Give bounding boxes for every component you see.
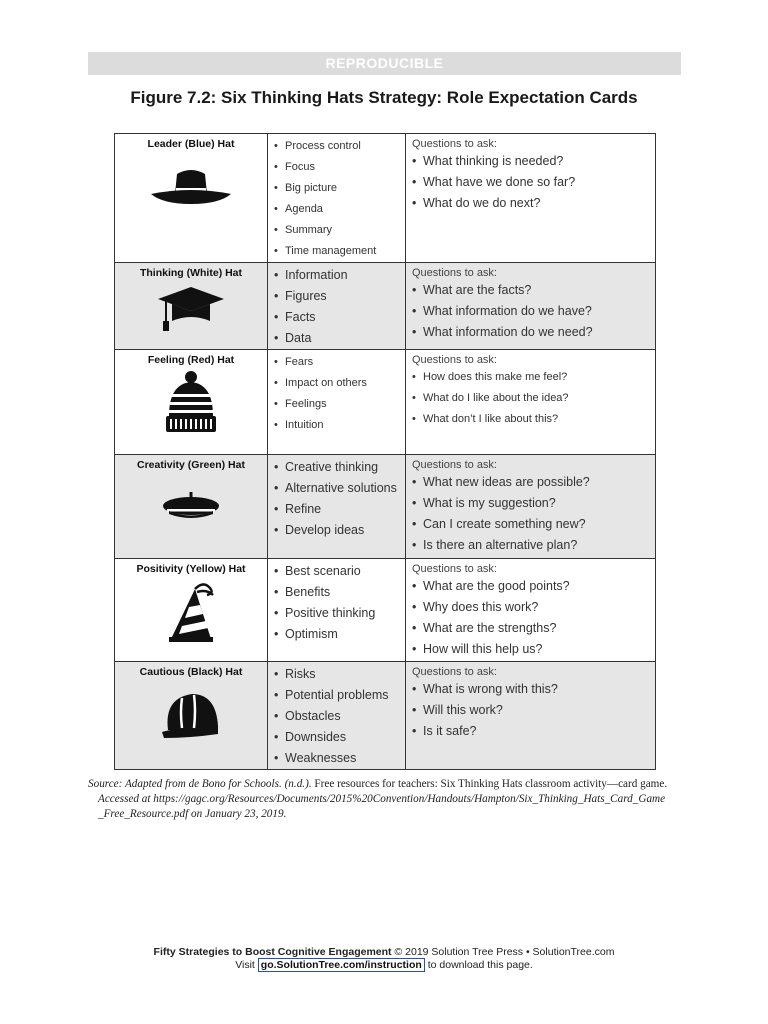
hat-name: Feeling (Red) Hat	[147, 354, 235, 366]
beret-icon	[159, 489, 223, 525]
list-item: • Refine	[274, 499, 405, 520]
hat-cell	[115, 559, 268, 662]
list-item: • What have we done so far?	[412, 172, 655, 193]
traits-cell	[268, 134, 406, 263]
list-item: • Downsides	[274, 727, 405, 748]
questions-cell	[406, 455, 656, 559]
role-cards-table	[114, 133, 656, 770]
copyright-text: © 2019 Solution Tree Press • SolutionTree.com	[391, 946, 615, 958]
list-item: • Summary	[274, 220, 405, 241]
questions-heading: Questions to ask:	[412, 563, 497, 575]
hat-cell	[115, 455, 268, 559]
traits-list	[268, 134, 405, 262]
traits-cell	[268, 263, 406, 350]
list-item: • Process control	[274, 136, 405, 157]
questions-heading: Questions to ask:	[412, 354, 497, 366]
table-row	[115, 662, 656, 770]
list-item: • What information do we need?	[412, 322, 655, 343]
table-row	[115, 263, 656, 350]
list-item: • Alternative solutions	[274, 478, 405, 499]
list-item: • Positive thinking	[274, 603, 405, 624]
list-item: • What information do we have?	[412, 301, 655, 322]
list-item: • Risks	[274, 664, 405, 685]
visit-text: Visit	[235, 959, 258, 971]
list-item: • Will this work?	[412, 700, 655, 721]
list-item: • Potential problems	[274, 685, 405, 706]
traits-cell	[268, 455, 406, 559]
questions-heading: Questions to ask:	[412, 138, 497, 150]
questions-cell	[406, 662, 656, 770]
source-url-line: Accessed at https://gagc.org/Resources/Documents/2015%20Convention/Handouts/Hampton/Six_Thinking_Hats_Card_Game	[98, 793, 666, 805]
list-item: • Information	[274, 265, 405, 286]
questions-cell	[406, 263, 656, 350]
questions-cell	[406, 350, 656, 455]
table-row	[115, 350, 656, 455]
list-item: • Develop ideas	[274, 520, 405, 541]
reproducible-banner: REPRODUCIBLE	[88, 52, 681, 75]
hat-name: Positivity (Yellow) Hat	[136, 563, 246, 575]
list-item: • Agenda	[274, 199, 405, 220]
list-item: • What new ideas are possible?	[412, 472, 655, 493]
table-row	[115, 559, 656, 662]
questions-heading: Questions to ask:	[412, 666, 497, 678]
questions-list	[406, 367, 655, 430]
fedora-hat-icon	[149, 164, 233, 214]
questions-list	[406, 151, 655, 214]
list-item: • Time management	[274, 241, 405, 262]
list-item: • Creative thinking	[274, 457, 405, 478]
list-item: • Why does this work?	[412, 597, 655, 618]
figure-title: Figure 7.2: Six Thinking Hats Strategy: Role Expectation Cards	[130, 88, 638, 107]
list-item: • What don’t I like about this?	[412, 409, 655, 430]
list-item: • What do I like about the idea?	[412, 388, 655, 409]
graduation-cap-icon	[156, 283, 226, 337]
hard-hat-icon	[160, 686, 222, 744]
hat-cell	[115, 263, 268, 350]
download-text: to download this page.	[424, 959, 533, 971]
traits-list	[268, 263, 405, 349]
questions-list	[406, 576, 655, 660]
list-item: • Impact on others	[274, 373, 405, 394]
hat-cell	[115, 662, 268, 770]
questions-cell	[406, 134, 656, 263]
questions-list	[406, 679, 655, 742]
hat-name: Leader (Blue) Hat	[147, 138, 235, 150]
questions-list	[406, 280, 655, 343]
hat-name: Thinking (White) Hat	[139, 267, 243, 279]
list-item: • Big picture	[274, 178, 405, 199]
questions-cell	[406, 559, 656, 662]
list-item: • Is it safe?	[412, 721, 655, 742]
traits-list	[268, 455, 405, 541]
list-item: • What are the strengths?	[412, 618, 655, 639]
traits-cell	[268, 662, 406, 770]
questions-list	[406, 472, 655, 556]
source-prefix: Source: Adapted from de Bono for Schools. (n.d.).	[88, 778, 312, 790]
list-item: • What are the good points?	[412, 576, 655, 597]
book-title: Fifty Strategies to Boost Cognitive Engagement	[153, 946, 392, 958]
hat-name: Cautious (Black) Hat	[139, 666, 243, 678]
list-item: • What is wrong with this?	[412, 679, 655, 700]
traits-list	[268, 662, 405, 769]
list-item: • Obstacles	[274, 706, 405, 727]
list-item: • Figures	[274, 286, 405, 307]
list-item: • Weaknesses	[274, 748, 405, 769]
hat-cell	[115, 134, 268, 263]
questions-heading: Questions to ask:	[412, 267, 497, 279]
table-row	[115, 134, 656, 263]
list-item: • What are the facts?	[412, 280, 655, 301]
traits-list	[268, 559, 405, 645]
list-item: • What do we do next?	[412, 193, 655, 214]
list-item: • How will this help us?	[412, 639, 655, 660]
beanie-hat-icon	[161, 370, 221, 436]
source-citation	[88, 777, 688, 822]
list-item: • How does this make me feel?	[412, 367, 655, 388]
list-item: • Optimism	[274, 624, 405, 645]
list-item: • Focus	[274, 157, 405, 178]
list-item: • Best scenario	[274, 561, 405, 582]
traits-cell	[268, 350, 406, 455]
source-url-line: _Free_Resource.pdf on January 23, 2019.	[98, 808, 287, 820]
list-item: • What is my suggestion?	[412, 493, 655, 514]
source-text: Free resources for teachers: Six Thinking Hats classroom activity—card game.	[311, 778, 668, 790]
table-row	[115, 455, 656, 559]
list-item: • Data	[274, 328, 405, 349]
list-item: • Facts	[274, 307, 405, 328]
list-item: • Benefits	[274, 582, 405, 603]
questions-heading: Questions to ask:	[412, 459, 497, 471]
page-footer	[0, 946, 768, 972]
hat-name: Creativity (Green) Hat	[137, 459, 245, 471]
download-link[interactable]: go.SolutionTree.com/instruction	[258, 958, 425, 972]
traits-list	[268, 350, 405, 436]
list-item: • What thinking is needed?	[412, 151, 655, 172]
list-item: • Feelings	[274, 394, 405, 415]
list-item: • Can I create something new?	[412, 514, 655, 535]
traits-cell	[268, 559, 406, 662]
hat-cell	[115, 350, 268, 455]
party-hat-icon	[163, 581, 219, 645]
list-item: • Intuition	[274, 415, 405, 436]
list-item: • Is there an alternative plan?	[412, 535, 655, 556]
list-item: • Fears	[274, 352, 405, 373]
